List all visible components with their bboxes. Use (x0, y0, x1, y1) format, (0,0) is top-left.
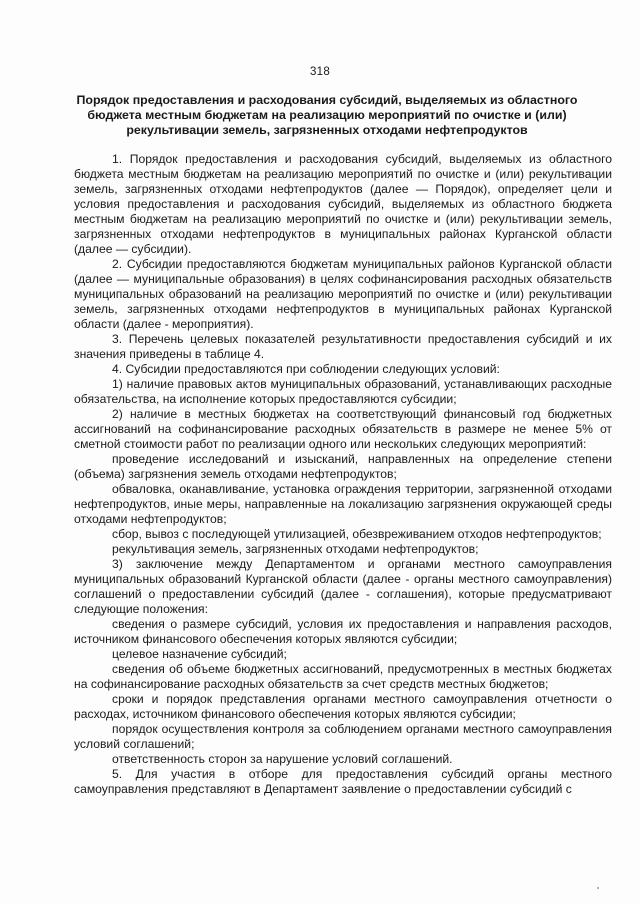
document-body (74, 152, 612, 797)
page-number: 318 (309, 66, 331, 78)
provision-responsibility: ответственность сторон за нарушение условий соглашений. (112, 752, 453, 766)
paragraph-5: 5. Для участия в отборе для предоставления субсидий органы местного самоуправления представляют в Департамент заявление о предоставлении субсидий с (74, 767, 612, 796)
provision-budget-volume: сведения об объеме бюджетных ассигнований, предусмотренных в местных бюджетах на софинансирование расходных обязательств за счет средств местных бюджетов; (74, 662, 612, 691)
measure-recultivation: рекультивация земель, загрязненных отходами нефтепродуктов; (112, 542, 479, 556)
document-title: Порядок предоставления и расходования субсидий, выделяемых из областного бюджета местным бюджетам на реализацию мероприятий по очистке и (или) рекультивации земель, загрязненных отходами нефтепродуктов (76, 93, 578, 137)
provision-purpose: целевое назначение субсидий; (112, 647, 287, 661)
paragraph-1: 1. Порядок предоставления и расходования субсидий, выделяемых из областного бюджета местным бюджетам на реализацию мероприятий по очистке и (или) рекультивации земель, загрязненных отходами нефтепродуктов (далее — Порядок), определяет цели и условия предоставления и расходования субсидий, выделяемых из областного бюджета местным бюджетам на реализацию мероприятий по очистке и (или) рекультивации земель, загрязненных отходами нефтепродуктов в муниципальных районах Курганской области (далее — субсидии). (74, 152, 612, 256)
paragraph-2: 2. Субсидии предоставляются бюджетам муниципальных районов Курганской области (далее — муниципальные образования) в целях софинансирования расходных обязательств муниципальных образований на реализацию мероприятий по очистке и (или) рекультивации земель, загрязненных отходами нефтепродуктов в муниципальных районах Курганской области (далее - мероприятия). (74, 257, 612, 331)
measure-research: проведение исследований и изысканий, направленных на определение степени (объема) загрязнения земель отходами нефтепродуктов; (74, 452, 612, 481)
provision-reporting: сроки и порядок представления органами местного самоуправления отчетности о расходах, источником финансового обеспечения которых являются субсидии; (74, 692, 612, 721)
provision-amount: сведения о размере субсидий, условия их предоставления и направления расходов, источником финансового обеспечения которых являются субсидии; (74, 617, 612, 646)
measure-localization: обваловка, оканавливание, установка ограждения территории, загрязненной отходами нефтепродуктов, иные меры, направленные на локализацию загрязнения окружающей среды отходами нефтепродуктов; (74, 482, 612, 526)
condition-2: 2) наличие в местных бюджетах на соответствующий финансовый год бюджетных ассигнований на софинансирование расходных обязательств в размере не менее 5% от сметной стоимости работ по реализации одного или нескольких следующих мероприятий: (74, 407, 612, 451)
scan-speck (597, 887, 599, 889)
condition-3: 3) заключение между Департаментом и органами местного самоуправления муниципальных образований Курганской области (далее - органы местного самоуправления) соглашений о предоставлении субсидий (далее - соглашения), которые предусматривают следующие положения: (74, 557, 612, 616)
measure-collection: сбор, вывоз с последующей утилизацией, обезвреживанием отходов нефтепродуктов; (112, 527, 602, 541)
paragraph-4: 4. Субсидии предоставляются при соблюдении следующих условий: (112, 362, 500, 376)
provision-control: порядок осуществления контроля за соблюдением органами местного самоуправления условий соглашений; (74, 722, 612, 751)
paragraph-3: 3. Перечень целевых показателей результативности предоставления субсидий и их значения приведены в таблице 4. (74, 332, 612, 361)
condition-1: 1) наличие правовых актов муниципальных образований, устанавливающих расходные обязательства, на исполнение которых предоставляются субсидии; (74, 377, 612, 406)
